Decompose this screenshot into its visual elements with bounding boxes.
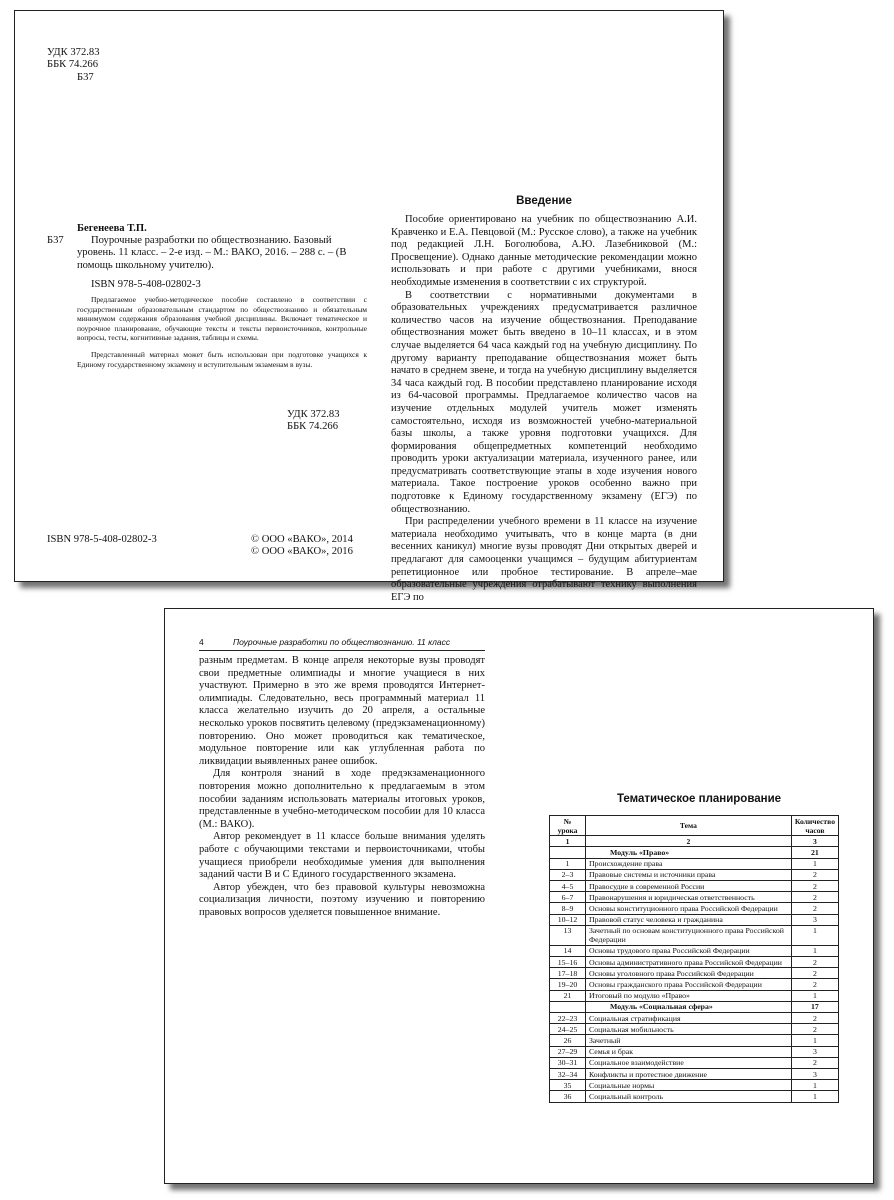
table-row [550, 858, 839, 869]
table-row [550, 1068, 839, 1079]
topic-cell: Основы трудового права Российской Федерации [586, 945, 792, 956]
topic-cell: Основы конституционного права Российской Федерации [586, 903, 792, 914]
hours-cell: 17 [791, 1001, 838, 1012]
catalog-code: Б37 [47, 235, 64, 246]
hours-cell: 2 [791, 1024, 838, 1035]
table-row [550, 945, 839, 956]
lesson-number-cell: 24–25 [550, 1024, 586, 1035]
table-row [550, 1046, 839, 1057]
header-topic: Тема [586, 816, 792, 836]
page-number: 4 [199, 637, 204, 647]
intro-paragraph: Пособие ориентировано на учебник по обществознанию А.И. Кравченко и Е.А. Певцовой (М.: Русское слово), а также на учебник под редакцией Л.Н. Боголюбова, А.Ю. Лазебниковой (М.: Просвещение). Однако данные методические рекомендации можно использовать и при работе с другими учебниками, внося необходимые изменения в соответствии с их структурой. [391, 214, 697, 288]
table-header-row [550, 816, 839, 836]
lesson-number-cell: 21 [550, 990, 586, 1001]
isbn-bottom: ISBN 978-5-408-02802-3 [47, 534, 157, 545]
hours-cell: 2 [791, 869, 838, 880]
lesson-number-cell: 1 [550, 858, 586, 869]
book-page-front [14, 10, 724, 603]
lesson-number-cell: 6–7 [550, 892, 586, 903]
intro-text [391, 214, 697, 604]
body-paragraph: Для контроля знаний в ходе предэкзаменационного повторения можно дополнительно к предлагаемым в этом пособии заданиям использовать материалы итоговых уроков, представленные в учебно-методическом пособии для 10 класса (М.: ВАКО). [199, 768, 485, 830]
lesson-number-cell: 4–5 [550, 880, 586, 891]
lesson-number-cell [550, 1001, 586, 1012]
table-module-row [550, 1001, 839, 1012]
table-row [550, 1013, 839, 1024]
bbk-line: ББК 74.266 [47, 59, 99, 71]
lesson-number-cell: 36 [550, 1091, 586, 1102]
hours-cell: 1 [791, 945, 838, 956]
topic-cell: Правосудие в современной России [586, 880, 792, 891]
hours-cell: 21 [791, 847, 838, 858]
header-lesson-number: № урока [550, 816, 586, 836]
hours-cell: 2 [791, 968, 838, 979]
topic-cell: Правовые системы и источники права [586, 869, 792, 880]
lesson-number-cell: 17–18 [550, 968, 586, 979]
table-row [550, 957, 839, 968]
topic-cell: Зачетный по основам конституционного права Российской Федерации [586, 925, 792, 945]
table-row [550, 903, 839, 914]
hours-cell: 3 [791, 1046, 838, 1057]
topic-cell: Социальное взаимодействие [586, 1057, 792, 1068]
lesson-number-cell: 35 [550, 1080, 586, 1091]
table-row [550, 914, 839, 925]
plan-heading: Тематическое планирование [616, 793, 782, 805]
header-hours: Количество часов [791, 816, 838, 836]
hours-cell: 2 [791, 957, 838, 968]
running-head-title: Поурочные разработки по обществознанию. 11 класс [233, 637, 451, 647]
lesson-number-cell: 13 [550, 925, 586, 945]
copyright-line: © ООО «ВАКО», 2016 [251, 546, 353, 558]
topic-cell: Семья и брак [586, 1046, 792, 1057]
udk-right-line: УДК 372.83 [287, 409, 340, 420]
lesson-number-cell [550, 847, 586, 858]
hours-cell: 2 [791, 903, 838, 914]
lesson-number-cell: 2–3 [550, 869, 586, 880]
running-header [199, 637, 485, 651]
table-body [550, 847, 839, 1102]
topic-cell: Основы уголовного права Российской Федерации [586, 968, 792, 979]
table-row [550, 1024, 839, 1035]
bibliographic-description: Поурочные разработки по обществознанию. Базовый уровень. 11 класс. – 2-е изд. – М.: ВАКО, 2016. – 288 с. – (В помощь школьному учителю). [77, 235, 347, 271]
body-paragraph: разным предметам. В конце апреля некоторые вузы проводят свои предметные олимпиады и многие учащиеся в них участвуют. Примерно в это же время проводятся Интернет-олимпиады. Следовательно, весь программный материал 11 класса желательно изучить до 20 апреля, а остальные несколько уроков посвятить целевому (предэкзаменационному) повторению. Оно может проводиться как тематическое, модульное повторение или как углубленная работа по ликвидации выявленных ранее ошибок. [199, 655, 485, 767]
topic-cell: Социальный контроль [586, 1091, 792, 1102]
hours-cell: 2 [791, 979, 838, 990]
hours-cell: 2 [791, 892, 838, 903]
hours-cell: 1 [791, 990, 838, 1001]
body-paragraph: Автор убежден, что без правовой культуры невозможна социализация личности, поэтому изучению и повторению правовых вопросов уделяется повышенное внимание. [199, 881, 485, 918]
table-row [550, 990, 839, 1001]
lesson-number-cell: 27–29 [550, 1046, 586, 1057]
table-row [550, 968, 839, 979]
hours-cell: 1 [791, 858, 838, 869]
topic-cell: Основы административного права Российской Федерации [586, 957, 792, 968]
lesson-number-cell: 26 [550, 1035, 586, 1046]
topic-cell: Социальные нормы [586, 1080, 792, 1091]
lesson-number-cell: 32–34 [550, 1068, 586, 1079]
topic-cell: Конфликты и протестное движение [586, 1068, 792, 1079]
column-number: 2 [586, 836, 792, 847]
udk-line: УДК 372.83 [47, 47, 100, 58]
thematic-plan-table-wrap [549, 815, 839, 1103]
hours-cell: 2 [791, 1013, 838, 1024]
intro-heading: Введение [516, 195, 572, 207]
lesson-number-cell: 15–16 [550, 957, 586, 968]
udk-right-block [287, 409, 340, 434]
hours-cell: 1 [791, 925, 838, 945]
udk-block [47, 47, 100, 84]
table-row [550, 1080, 839, 1091]
lesson-number-cell: 22–23 [550, 1013, 586, 1024]
isbn-line: ISBN 978-5-408-02802-3 [91, 279, 201, 290]
copyright-block [251, 534, 353, 559]
copyright-line: © ООО «ВАКО», 2014 [251, 534, 353, 545]
table-row [550, 869, 839, 880]
intro-paragraph: В соответствии с нормативными документами в образовательных учреждениях предусматривается различное количество часов на изучение обществознания. Преподавание обществознания может быть введено в 10–11 классах, и в этом случае выделяется 64 часа каждый год на учебную дисциплину. По другому варианту преподавание обществознания может быть начато в среднем звене, и тогда на учебную дисциплину выделяется 34 часа каждый год. В пособии представлено планирование исходя из 64-часовой программы. Предлагаемое количество часов на изучение отдельных модулей учитель может изменять самостоятельно, исходя из возможностей учебно-материальной базы школы, а также уровня подготовки учащихся. Для формирования общепредметных компетенций необходимо проводить уроки актуализации материала, изученного ранее, или предусматривать соответствующие этапы в ходе изучения нового материала. Такое построение уроков особенно важно при подготовке к Единому государственному экзамену (ЕГЭ) по обществознанию. [391, 289, 697, 515]
hours-cell: 3 [791, 914, 838, 925]
author-name: Бегенеева Т.П. [77, 223, 147, 234]
column-number: 3 [791, 836, 838, 847]
hours-cell: 2 [791, 880, 838, 891]
table-number-row [550, 836, 839, 847]
topic-cell: Зачетный [586, 1035, 792, 1046]
abstract-paragraph: Представленный материал может быть использован при подготовке учащихся к Единому государственному экзамену и вступительным экзаменам в вузы. [77, 350, 367, 369]
topic-cell: Социальная мобильность [586, 1024, 792, 1035]
hours-cell: 1 [791, 1035, 838, 1046]
intro-paragraph: При распределении учебного времени в 11 классе на изучение материала необходимо учитывать, что в конце марта (в дни весенних каникул) многие вузы проводят Дни открытых дверей и предлагают для самооценки учащимся – будущим абитуриентам репетиционное или пробное тестирование. В апреле–мае образовательные учреждения отрабатывают технику выполнения ЕГЭ по [391, 516, 697, 603]
table-row [550, 1057, 839, 1068]
body-paragraph: Автор рекомендует в 11 классе больше внимания уделять работе с обучающими текстами и первоисточниками, чтобы учащиеся приобрели необходимые умения для выполнения заданий части В и С Единого государственного экзамена. [199, 831, 485, 881]
table-module-row [550, 847, 839, 858]
lesson-number-cell: 30–31 [550, 1057, 586, 1068]
hours-cell: 1 [791, 1080, 838, 1091]
book-page-back [164, 608, 874, 1184]
author-mark-line: Б37 [77, 71, 94, 83]
topic-cell: Основы гражданского права Российской Федерации [586, 979, 792, 990]
continued-text [199, 655, 485, 919]
topic-cell: Происхождение права [586, 858, 792, 869]
abstract-paragraph: Предлагаемое учебно-методическое пособие составлено в соответствии с государственным образовательным стандартом по обществознанию и обязательным минимумом содержания образования учебной дисциплины. Включает тематическое и поурочное планирование, обучающие тексты и тексты первоисточников, контрольные вопросы, тесты, когнитивные задания, таблицы и схемы. [77, 295, 367, 343]
hours-cell: 1 [791, 1091, 838, 1102]
lesson-number-cell: 19–20 [550, 979, 586, 990]
topic-cell: Модуль «Социальная сфера» [586, 1001, 792, 1012]
lesson-number-cell: 8–9 [550, 903, 586, 914]
thematic-plan-table [549, 815, 839, 1103]
table-row [550, 979, 839, 990]
topic-cell: Модуль «Право» [586, 847, 792, 858]
topic-cell: Социальная стратификация [586, 1013, 792, 1024]
topic-cell: Правонарушения и юридическая ответственность [586, 892, 792, 903]
column-number: 1 [550, 836, 586, 847]
table-row [550, 880, 839, 891]
topic-cell: Итоговый по модулю «Право» [586, 990, 792, 1001]
table-row [550, 925, 839, 945]
hours-cell: 3 [791, 1068, 838, 1079]
table-row [550, 892, 839, 903]
hours-cell: 2 [791, 1057, 838, 1068]
table-row [550, 1035, 839, 1046]
bbk-right-line: ББК 74.266 [287, 421, 339, 433]
table-row [550, 1091, 839, 1102]
lesson-number-cell: 14 [550, 945, 586, 956]
topic-cell: Правовой статус человека и гражданина [586, 914, 792, 925]
lesson-number-cell: 10–12 [550, 914, 586, 925]
